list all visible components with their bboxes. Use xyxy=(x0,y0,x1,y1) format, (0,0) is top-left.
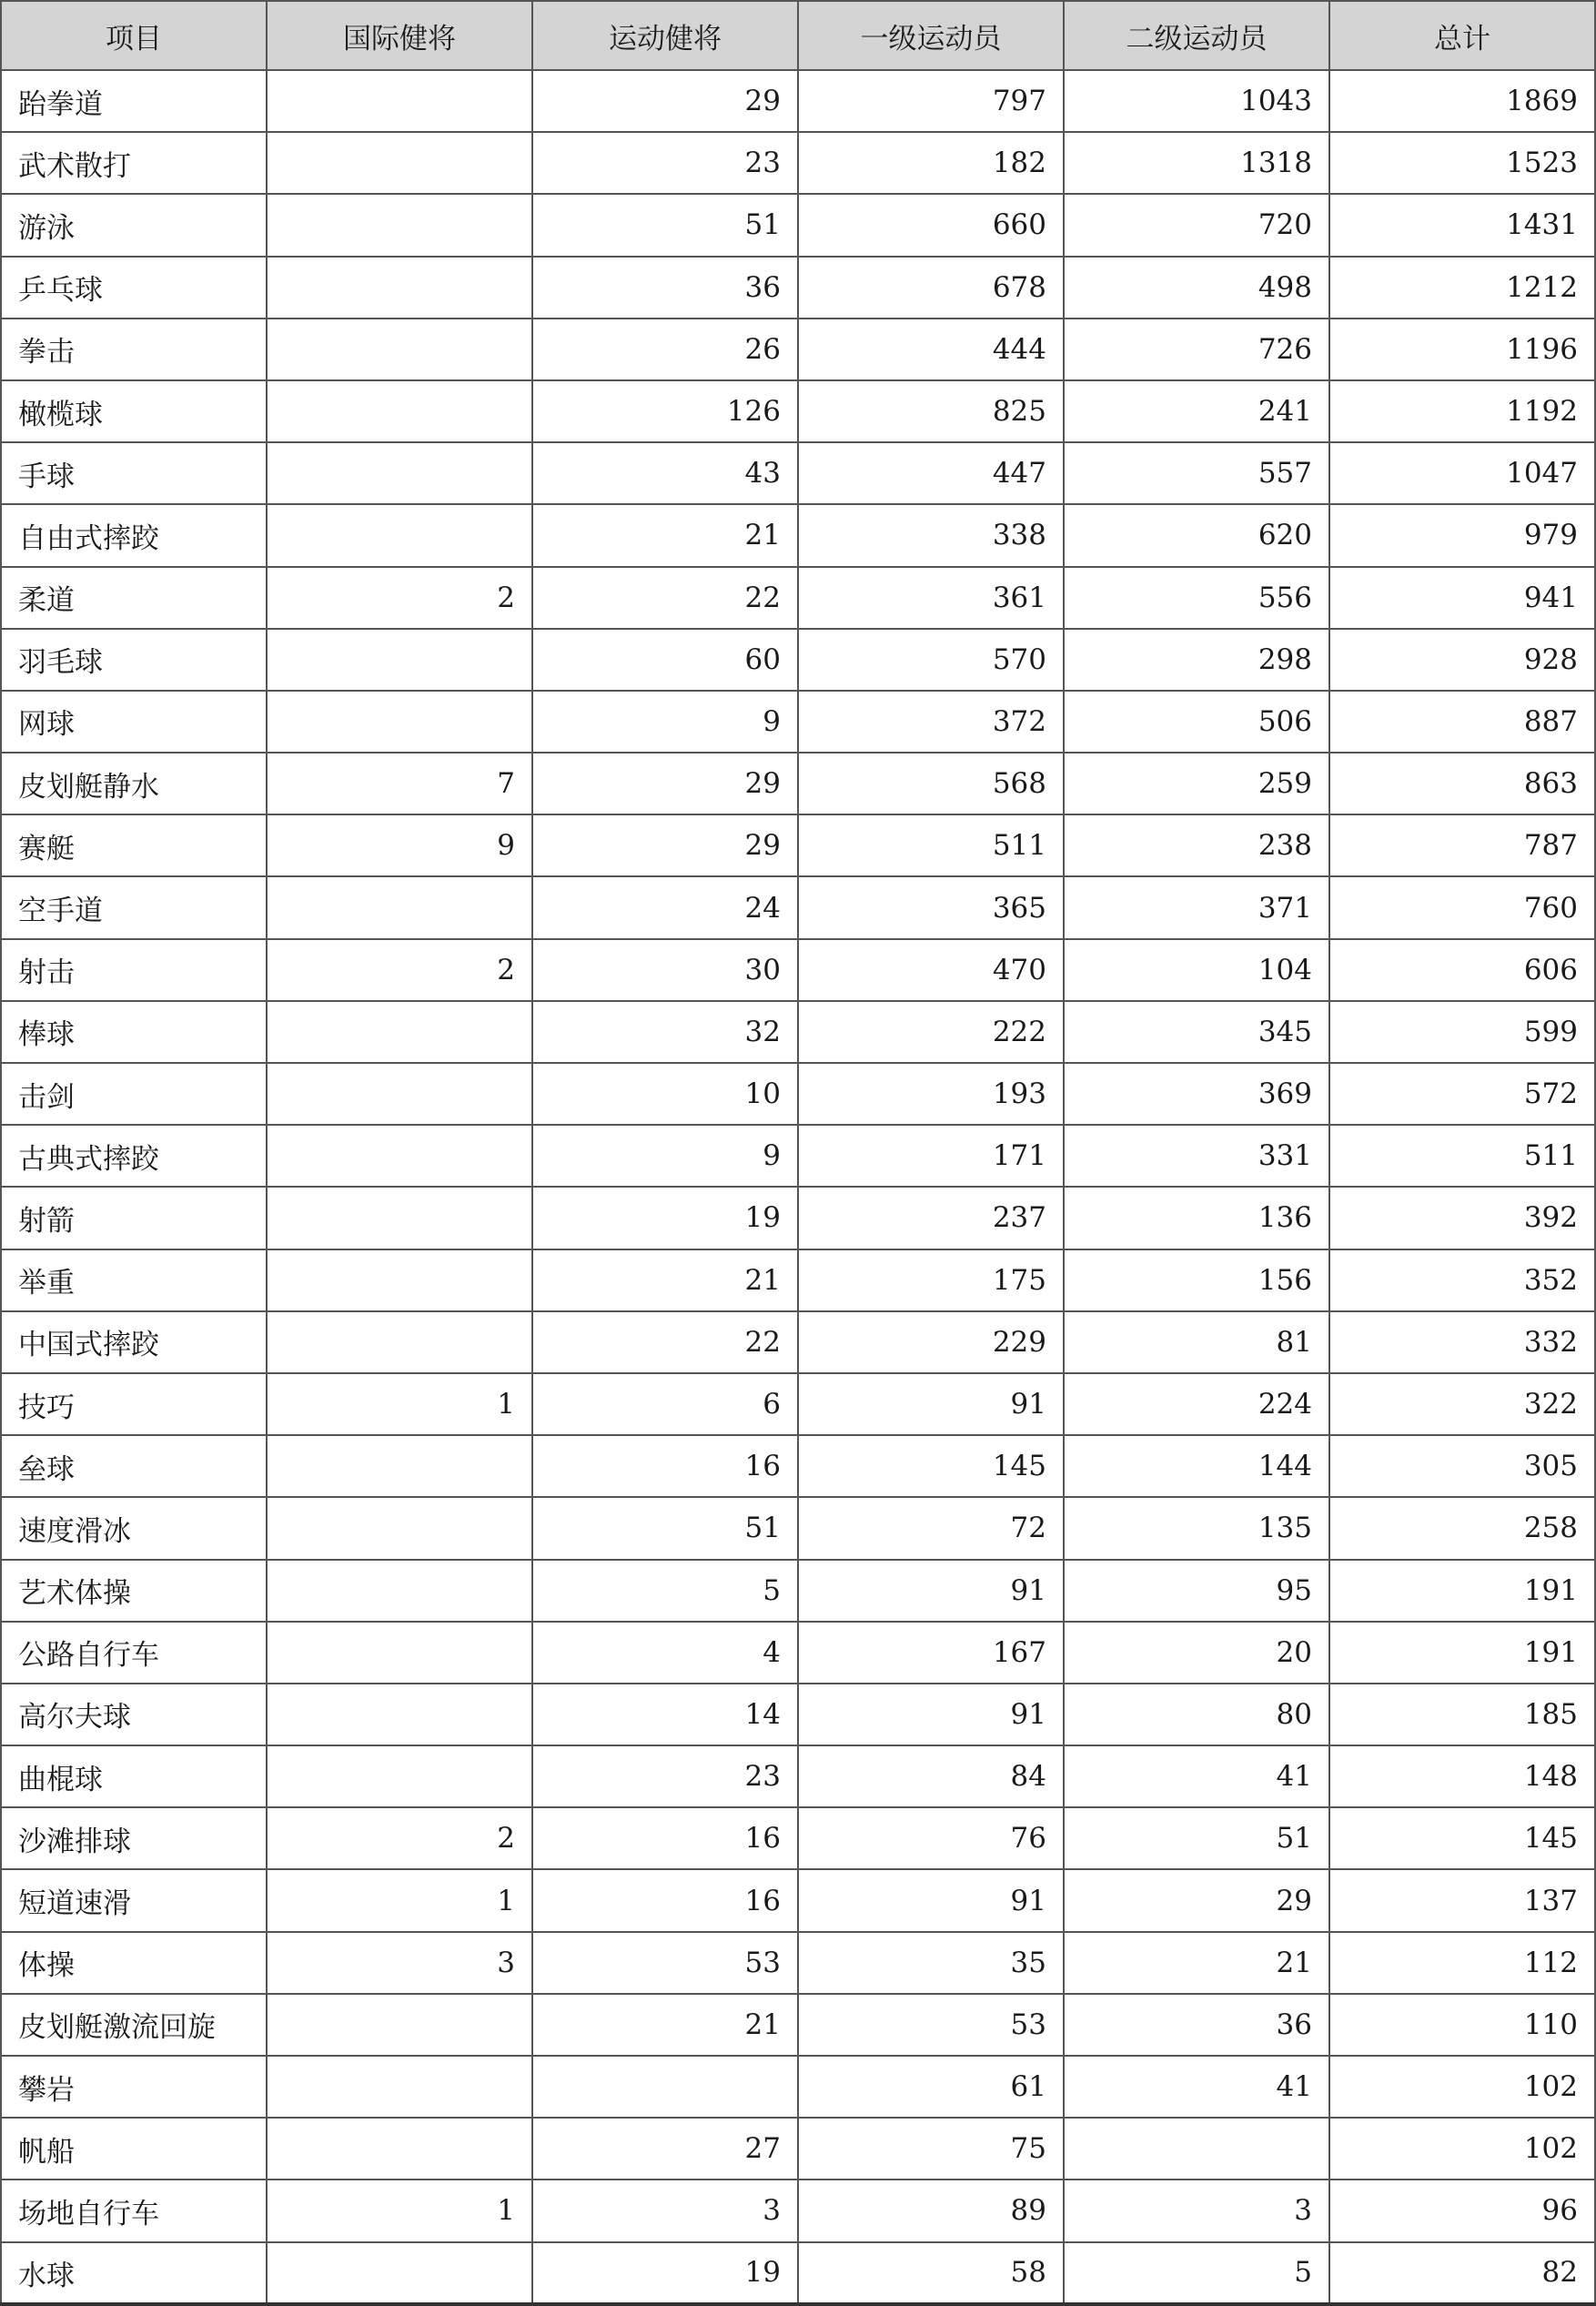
cell-total: 110 xyxy=(1329,1994,1595,2056)
cell-total: 1523 xyxy=(1329,132,1595,194)
cell-second-class: 29 xyxy=(1064,1869,1329,1931)
cell-first-class: 237 xyxy=(798,1187,1064,1249)
cell-second-class: 720 xyxy=(1064,194,1329,256)
cell-total: 102 xyxy=(1329,2056,1595,2118)
cell-master-sportsman: 23 xyxy=(532,132,798,194)
cell-total: 1047 xyxy=(1329,442,1595,504)
table-row xyxy=(1,1497,1595,1559)
cell-second-class: 156 xyxy=(1064,1249,1329,1311)
cell-first-class: 91 xyxy=(798,1560,1064,1622)
cell-first-class: 361 xyxy=(798,567,1064,629)
cell-international-master xyxy=(267,1745,532,1807)
cell-master-sportsman: 32 xyxy=(532,1001,798,1063)
table-row xyxy=(1,629,1595,691)
cell-international-master xyxy=(267,876,532,938)
table-row xyxy=(1,1249,1595,1311)
cell-total: 137 xyxy=(1329,1869,1595,1931)
cell-sport: 古典式摔跤 xyxy=(1,1125,267,1187)
cell-second-class: 51 xyxy=(1064,1807,1329,1869)
cell-total: 96 xyxy=(1329,2180,1595,2241)
cell-total: 102 xyxy=(1329,2118,1595,2180)
cell-master-sportsman: 29 xyxy=(532,70,798,132)
cell-first-class: 91 xyxy=(798,1869,1064,1931)
cell-sport: 跆拳道 xyxy=(1,70,267,132)
table-row xyxy=(1,1622,1595,1684)
cell-first-class: 145 xyxy=(798,1435,1064,1497)
cell-total: 332 xyxy=(1329,1311,1595,1373)
cell-sport: 帆船 xyxy=(1,2118,267,2180)
cell-second-class: 298 xyxy=(1064,629,1329,691)
cell-second-class: 104 xyxy=(1064,939,1329,1001)
table-row xyxy=(1,319,1595,380)
cell-master-sportsman: 21 xyxy=(532,504,798,566)
cell-master-sportsman: 9 xyxy=(532,691,798,753)
header-second-class: 二级运动员 xyxy=(1064,1,1329,70)
cell-international-master xyxy=(267,70,532,132)
cell-second-class: 726 xyxy=(1064,319,1329,380)
cell-international-master xyxy=(267,1063,532,1125)
cell-first-class: 222 xyxy=(798,1001,1064,1063)
cell-first-class: 229 xyxy=(798,1311,1064,1373)
cell-master-sportsman: 21 xyxy=(532,1249,798,1311)
cell-total: 941 xyxy=(1329,567,1595,629)
cell-international-master xyxy=(267,1125,532,1187)
header-row xyxy=(1,1,1595,70)
table-row xyxy=(1,1932,1595,1994)
cell-international-master xyxy=(267,1435,532,1497)
cell-first-class: 372 xyxy=(798,691,1064,753)
cell-second-class: 259 xyxy=(1064,753,1329,814)
cell-total: 787 xyxy=(1329,814,1595,876)
table-row xyxy=(1,1684,1595,1745)
cell-sport: 乒乓球 xyxy=(1,257,267,319)
cell-sport: 曲棍球 xyxy=(1,1745,267,1807)
cell-international-master: 2 xyxy=(267,939,532,1001)
cell-sport: 场地自行车 xyxy=(1,2180,267,2241)
cell-total: 392 xyxy=(1329,1187,1595,1249)
table-row xyxy=(1,1745,1595,1807)
cell-master-sportsman: 29 xyxy=(532,814,798,876)
table-body xyxy=(1,70,1595,2304)
table-row xyxy=(1,1994,1595,2056)
cell-second-class: 241 xyxy=(1064,380,1329,442)
cell-first-class: 365 xyxy=(798,876,1064,938)
cell-international-master: 3 xyxy=(267,1932,532,1994)
cell-sport: 举重 xyxy=(1,1249,267,1311)
cell-total: 1192 xyxy=(1329,380,1595,442)
table-row xyxy=(1,1373,1595,1435)
table-row xyxy=(1,753,1595,814)
table-row xyxy=(1,2242,1595,2304)
cell-master-sportsman: 43 xyxy=(532,442,798,504)
cell-first-class: 470 xyxy=(798,939,1064,1001)
table-row xyxy=(1,1311,1595,1373)
cell-first-class: 89 xyxy=(798,2180,1064,2241)
cell-sport: 网球 xyxy=(1,691,267,753)
cell-total: 352 xyxy=(1329,1249,1595,1311)
cell-master-sportsman: 16 xyxy=(532,1435,798,1497)
table-header xyxy=(1,1,1595,70)
cell-sport: 赛艇 xyxy=(1,814,267,876)
cell-total: 322 xyxy=(1329,1373,1595,1435)
cell-master-sportsman: 5 xyxy=(532,1560,798,1622)
cell-second-class: 556 xyxy=(1064,567,1329,629)
cell-international-master xyxy=(267,504,532,566)
cell-international-master: 7 xyxy=(267,753,532,814)
table-row xyxy=(1,442,1595,504)
table-row xyxy=(1,1807,1595,1869)
table-row xyxy=(1,132,1595,194)
cell-international-master xyxy=(267,2242,532,2304)
cell-master-sportsman: 53 xyxy=(532,1932,798,1994)
cell-total: 191 xyxy=(1329,1622,1595,1684)
cell-first-class: 570 xyxy=(798,629,1064,691)
cell-master-sportsman: 10 xyxy=(532,1063,798,1125)
cell-total: 1196 xyxy=(1329,319,1595,380)
cell-sport: 艺术体操 xyxy=(1,1560,267,1622)
cell-second-class: 5 xyxy=(1064,2242,1329,2304)
cell-sport: 拳击 xyxy=(1,319,267,380)
cell-total: 887 xyxy=(1329,691,1595,753)
cell-total: 1212 xyxy=(1329,257,1595,319)
cell-master-sportsman: 19 xyxy=(532,2242,798,2304)
cell-first-class: 444 xyxy=(798,319,1064,380)
cell-international-master xyxy=(267,132,532,194)
cell-second-class: 620 xyxy=(1064,504,1329,566)
cell-second-class: 135 xyxy=(1064,1497,1329,1559)
cell-total: 863 xyxy=(1329,753,1595,814)
cell-second-class: 371 xyxy=(1064,876,1329,938)
cell-sport: 沙滩排球 xyxy=(1,1807,267,1869)
cell-first-class: 35 xyxy=(798,1932,1064,1994)
cell-second-class: 345 xyxy=(1064,1001,1329,1063)
cell-first-class: 53 xyxy=(798,1994,1064,2056)
cell-master-sportsman: 126 xyxy=(532,380,798,442)
table-row xyxy=(1,1869,1595,1931)
table-row xyxy=(1,814,1595,876)
cell-total: 145 xyxy=(1329,1807,1595,1869)
cell-international-master xyxy=(267,1497,532,1559)
cell-sport: 柔道 xyxy=(1,567,267,629)
cell-international-master xyxy=(267,1001,532,1063)
cell-sport: 短道速滑 xyxy=(1,1869,267,1931)
cell-second-class: 506 xyxy=(1064,691,1329,753)
cell-sport: 击剑 xyxy=(1,1063,267,1125)
cell-master-sportsman: 23 xyxy=(532,1745,798,1807)
cell-master-sportsman: 9 xyxy=(532,1125,798,1187)
table-row xyxy=(1,194,1595,256)
cell-first-class: 75 xyxy=(798,2118,1064,2180)
cell-second-class: 21 xyxy=(1064,1932,1329,1994)
cell-second-class: 41 xyxy=(1064,1745,1329,1807)
cell-international-master xyxy=(267,1249,532,1311)
cell-first-class: 72 xyxy=(798,1497,1064,1559)
cell-international-master xyxy=(267,442,532,504)
cell-international-master xyxy=(267,1187,532,1249)
cell-international-master: 1 xyxy=(267,2180,532,2241)
cell-second-class: 498 xyxy=(1064,257,1329,319)
cell-international-master xyxy=(267,2118,532,2180)
cell-second-class: 3 xyxy=(1064,2180,1329,2241)
cell-international-master xyxy=(267,691,532,753)
cell-second-class xyxy=(1064,2118,1329,2180)
cell-international-master: 2 xyxy=(267,567,532,629)
cell-first-class: 171 xyxy=(798,1125,1064,1187)
cell-master-sportsman: 21 xyxy=(532,1994,798,2056)
cell-master-sportsman: 16 xyxy=(532,1869,798,1931)
cell-first-class: 58 xyxy=(798,2242,1064,2304)
cell-sport: 高尔夫球 xyxy=(1,1684,267,1745)
cell-master-sportsman: 3 xyxy=(532,2180,798,2241)
cell-sport: 皮划艇静水 xyxy=(1,753,267,814)
cell-sport: 水球 xyxy=(1,2242,267,2304)
cell-total: 191 xyxy=(1329,1560,1595,1622)
table-row xyxy=(1,2180,1595,2241)
cell-total: 760 xyxy=(1329,876,1595,938)
cell-sport: 中国式摔跤 xyxy=(1,1311,267,1373)
cell-second-class: 136 xyxy=(1064,1187,1329,1249)
cell-total: 1869 xyxy=(1329,70,1595,132)
cell-first-class: 678 xyxy=(798,257,1064,319)
cell-international-master xyxy=(267,194,532,256)
cell-first-class: 175 xyxy=(798,1249,1064,1311)
table-row xyxy=(1,2118,1595,2180)
cell-first-class: 182 xyxy=(798,132,1064,194)
cell-sport: 技巧 xyxy=(1,1373,267,1435)
cell-sport: 攀岩 xyxy=(1,2056,267,2118)
cell-total: 606 xyxy=(1329,939,1595,1001)
cell-first-class: 193 xyxy=(798,1063,1064,1125)
table-row xyxy=(1,691,1595,753)
cell-first-class: 91 xyxy=(798,1373,1064,1435)
header-item: 项目 xyxy=(1,1,267,70)
cell-second-class: 331 xyxy=(1064,1125,1329,1187)
cell-international-master xyxy=(267,1560,532,1622)
cell-master-sportsman: 51 xyxy=(532,194,798,256)
cell-second-class: 557 xyxy=(1064,442,1329,504)
header-master-sportsman: 运动健将 xyxy=(532,1,798,70)
cell-international-master xyxy=(267,1684,532,1745)
header-international-master: 国际健将 xyxy=(267,1,532,70)
cell-master-sportsman xyxy=(532,2056,798,2118)
table-row xyxy=(1,939,1595,1001)
cell-international-master: 9 xyxy=(267,814,532,876)
cell-first-class: 61 xyxy=(798,2056,1064,2118)
cell-international-master xyxy=(267,1622,532,1684)
cell-first-class: 91 xyxy=(798,1684,1064,1745)
table-row xyxy=(1,876,1595,938)
cell-international-master xyxy=(267,1311,532,1373)
cell-total: 305 xyxy=(1329,1435,1595,1497)
cell-second-class: 144 xyxy=(1064,1435,1329,1497)
cell-sport: 棒球 xyxy=(1,1001,267,1063)
cell-second-class: 20 xyxy=(1064,1622,1329,1684)
cell-international-master xyxy=(267,629,532,691)
cell-total: 928 xyxy=(1329,629,1595,691)
cell-master-sportsman: 26 xyxy=(532,319,798,380)
cell-sport: 手球 xyxy=(1,442,267,504)
cell-international-master xyxy=(267,257,532,319)
cell-master-sportsman: 4 xyxy=(532,1622,798,1684)
cell-first-class: 167 xyxy=(798,1622,1064,1684)
cell-master-sportsman: 27 xyxy=(532,2118,798,2180)
table-row xyxy=(1,257,1595,319)
cell-master-sportsman: 60 xyxy=(532,629,798,691)
cell-total: 185 xyxy=(1329,1684,1595,1745)
header-first-class: 一级运动员 xyxy=(798,1,1064,70)
cell-first-class: 76 xyxy=(798,1807,1064,1869)
cell-sport: 体操 xyxy=(1,1932,267,1994)
header-total: 总计 xyxy=(1329,1,1595,70)
cell-total: 979 xyxy=(1329,504,1595,566)
cell-total: 258 xyxy=(1329,1497,1595,1559)
cell-international-master xyxy=(267,1994,532,2056)
cell-sport: 空手道 xyxy=(1,876,267,938)
cell-first-class: 338 xyxy=(798,504,1064,566)
cell-total: 1431 xyxy=(1329,194,1595,256)
cell-sport: 游泳 xyxy=(1,194,267,256)
table-row xyxy=(1,70,1595,132)
cell-sport: 羽毛球 xyxy=(1,629,267,691)
cell-total: 82 xyxy=(1329,2242,1595,2304)
cell-second-class: 224 xyxy=(1064,1373,1329,1435)
cell-total: 148 xyxy=(1329,1745,1595,1807)
cell-master-sportsman: 51 xyxy=(532,1497,798,1559)
table-row xyxy=(1,1435,1595,1497)
cell-master-sportsman: 22 xyxy=(532,567,798,629)
cell-master-sportsman: 29 xyxy=(532,753,798,814)
cell-second-class: 80 xyxy=(1064,1684,1329,1745)
cell-second-class: 1043 xyxy=(1064,70,1329,132)
cell-sport: 速度滑冰 xyxy=(1,1497,267,1559)
cell-total: 599 xyxy=(1329,1001,1595,1063)
cell-first-class: 447 xyxy=(798,442,1064,504)
cell-international-master: 1 xyxy=(267,1373,532,1435)
cell-first-class: 568 xyxy=(798,753,1064,814)
cell-master-sportsman: 22 xyxy=(532,1311,798,1373)
cell-master-sportsman: 30 xyxy=(532,939,798,1001)
table-row xyxy=(1,567,1595,629)
cell-first-class: 660 xyxy=(798,194,1064,256)
cell-sport: 垒球 xyxy=(1,1435,267,1497)
table-row xyxy=(1,504,1595,566)
cell-sport: 自由式摔跤 xyxy=(1,504,267,566)
cell-international-master xyxy=(267,319,532,380)
cell-master-sportsman: 36 xyxy=(532,257,798,319)
cell-second-class: 238 xyxy=(1064,814,1329,876)
table-row xyxy=(1,1125,1595,1187)
cell-sport: 橄榄球 xyxy=(1,380,267,442)
cell-first-class: 511 xyxy=(798,814,1064,876)
cell-international-master xyxy=(267,380,532,442)
cell-master-sportsman: 6 xyxy=(532,1373,798,1435)
table-row xyxy=(1,1560,1595,1622)
cell-master-sportsman: 24 xyxy=(532,876,798,938)
cell-master-sportsman: 16 xyxy=(532,1807,798,1869)
cell-total: 572 xyxy=(1329,1063,1595,1125)
cell-second-class: 36 xyxy=(1064,1994,1329,2056)
cell-international-master xyxy=(267,2056,532,2118)
cell-sport: 射箭 xyxy=(1,1187,267,1249)
cell-sport: 皮划艇激流回旋 xyxy=(1,1994,267,2056)
cell-master-sportsman: 19 xyxy=(532,1187,798,1249)
table-row xyxy=(1,1063,1595,1125)
cell-second-class: 81 xyxy=(1064,1311,1329,1373)
table-row xyxy=(1,1187,1595,1249)
cell-international-master: 2 xyxy=(267,1807,532,1869)
cell-second-class: 95 xyxy=(1064,1560,1329,1622)
cell-sport: 射击 xyxy=(1,939,267,1001)
cell-master-sportsman: 14 xyxy=(532,1684,798,1745)
cell-first-class: 825 xyxy=(798,380,1064,442)
cell-sport: 公路自行车 xyxy=(1,1622,267,1684)
cell-international-master: 1 xyxy=(267,1869,532,1931)
cell-total: 511 xyxy=(1329,1125,1595,1187)
table-row xyxy=(1,380,1595,442)
cell-second-class: 369 xyxy=(1064,1063,1329,1125)
cell-first-class: 797 xyxy=(798,70,1064,132)
cell-second-class: 1318 xyxy=(1064,132,1329,194)
cell-sport: 武术散打 xyxy=(1,132,267,194)
table-row xyxy=(1,2056,1595,2118)
cell-first-class: 84 xyxy=(798,1745,1064,1807)
cell-second-class: 41 xyxy=(1064,2056,1329,2118)
cell-total: 112 xyxy=(1329,1932,1595,1994)
table-row xyxy=(1,1001,1595,1063)
